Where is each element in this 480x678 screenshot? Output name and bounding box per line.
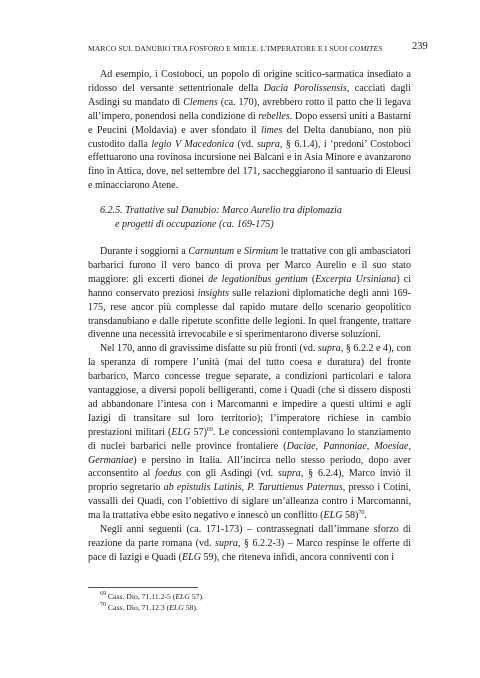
running-head-italic: COMITES <box>349 44 383 53</box>
paragraph-carnuntum <box>88 245 411 342</box>
text-run: (ca. 170), avrebbero rotto il patto che li legava all’impero, ponendosi nella condizione di <box>88 96 411 122</box>
text-run: le trattative con gli ambasciatori barbarici furono il vero banco di prova per Marco Aurelio e il suo stato maggiore: gli excerti dionei <box>88 245 411 285</box>
italic-run: supra <box>317 343 341 355</box>
italic-run: foedus <box>155 468 182 480</box>
text-run: 58) <box>342 510 359 522</box>
body-text <box>88 68 411 565</box>
text-run: , § 6.2.4), Marco inviò il proprio segretario <box>88 468 411 494</box>
text-run: Negli anni seguenti (ca. 171-173) – contrassegnati dall’immane sforzo di reazione da parte romana (vd. <box>88 524 411 549</box>
text-run: . <box>364 510 367 522</box>
italic-run: ELG <box>171 426 191 438</box>
italic-run: Carnuntum <box>188 245 235 257</box>
section-heading-line-1: 6.2.5. Trattative sul Danubio: Marco Aurelio tra diplomazia <box>100 205 342 217</box>
italic-run: Excerpta Ursiniana <box>315 273 397 285</box>
italic-run: ELG <box>175 592 190 601</box>
italic-run: Clemens <box>183 96 218 108</box>
italic-run: rebelles <box>258 110 290 122</box>
italic-run: Daciae <box>286 440 316 452</box>
text-run: Cass. Dio, 71.11.2-5 ( <box>106 592 176 601</box>
footnotes <box>88 591 411 613</box>
footnote-ref: 69 <box>100 591 106 597</box>
text-run: Cass. Dio, 71.12.3 ( <box>106 603 170 612</box>
text-run: . Dopo essersi uniti a Bastarni e Peucini (Moldavia) e aver sfondato il <box>88 110 411 136</box>
text-run: , presso i Cotini, vassalli dei Quadi, con l’obiettivo di siglare un’alleanza contro i Marcomanni, ma la trattativa ebbe esito negativo e innescò un conflitto ( <box>88 482 411 522</box>
italic-run: legio V Macedonica <box>151 138 235 150</box>
running-head <box>88 44 413 53</box>
italic-run: supra <box>256 138 280 150</box>
italic-run: insights <box>197 287 229 299</box>
section-heading <box>100 204 411 232</box>
text-run: , <box>241 482 248 494</box>
text-run: , <box>366 440 375 452</box>
text-run: 58). <box>183 603 198 612</box>
text-run: ( <box>307 273 316 285</box>
italic-run: P. Taruttienus Paternus <box>247 482 343 494</box>
text-run: , <box>315 440 324 452</box>
paragraph-years-171-173 <box>88 523 411 565</box>
text-run: 57). <box>189 592 204 601</box>
italic-run: Dacia Porolissensis <box>263 82 347 94</box>
text-run: sulle relazioni diplomatiche degli anni 169-175, rese ancor più complesse dal rapido mutare dello scenario geopolitico transdanubiano e dalle ripetute sconfitte delle legioni. In quel frangente, trattare divenne una necessità irrevocabile e si sperimentarono diverse soluzioni. <box>88 287 411 341</box>
italic-run: ELG <box>323 510 343 522</box>
italic-run: Sirmium <box>244 245 279 257</box>
page-number: 239 <box>412 41 428 52</box>
section-heading-line-2: e progetti di occupazione (ca. 169-175) <box>115 219 274 231</box>
text-run: del Delta danubiano, non più custodito dalla <box>88 124 411 150</box>
italic-run: supra <box>277 468 301 480</box>
italic-run: ELG <box>182 551 201 563</box>
text-run: con gli Asdingi (vd. <box>181 468 278 480</box>
paragraph-year-170 <box>88 342 411 523</box>
italic-run: Germaniae <box>88 454 134 466</box>
footnote-ref: 70 <box>100 602 106 608</box>
text-run: . Le concessioni contemplavano lo stanziamento di nuclei barbarici nelle province frontaliere ( <box>88 426 411 452</box>
text-run: , <box>408 440 411 452</box>
paragraph-costoboci <box>88 68 411 193</box>
text-run: ) ci hanno conservato preziosi <box>88 273 412 299</box>
text-run: , § 6.2.2-3) – Marco respinse le offerte di pace di Iazigi e Quadi ( <box>88 538 411 563</box>
text-run: ) e persino in Italia. All’incirca nello stesso periodo, dopo aver acconsentito al <box>88 454 411 480</box>
italic-run: supra <box>215 538 238 549</box>
text-run: , § 6.2.2 e 4), con la speranza di rompere l’unità (mai del tutto coesa e duratura) del fronte barbarico, Marco concesse tregue separate, a condizioni particolari e talora vantaggiose, a diversi popoli belligeranti, come i Quadi (che si dissero disposti ad abbandonare l’intesa con i Marcomanni e impedire a questi ultimi e agli Iazigi di transitare sul loro territorio); l’imperatore richiese in cambio prestazioni militari ( <box>88 343 411 438</box>
footnote-69 <box>88 591 411 602</box>
text-run: , § 6.1.4), i ‘predoni’ Costoboci effettuarono una rovinosa incursione nei Balcani e in Asia Minore e avanzarono fino in Attica, dove, nel settembre del 171, saccheggiarono il santuario di Eleusi e minacciarono Atene. <box>88 138 411 192</box>
footnote-rule <box>88 587 198 588</box>
text-run: Ad esempio, i Costoboci, un popolo di origine scitico-sarmatica insediato a ridosso del versante settentrionale della <box>88 69 411 94</box>
text-run: 59), che riteneva infidi, ancora conniventi con i <box>201 551 395 563</box>
italic-run: limes <box>261 124 283 136</box>
footnote-ref: 70 <box>358 510 365 517</box>
italic-run: Pannoniae <box>323 440 367 452</box>
text-run: Nel 170, anno di gravissime disfatte su più fronti (vd. <box>100 343 318 355</box>
italic-run: ab epistulis Latinis <box>163 482 242 494</box>
italic-run: ELG <box>169 603 184 612</box>
running-head-roman: MARCO SUL DANUBIO TRA FOSFORO E MIELE. L’IMPERATORE E I SUOI <box>88 44 350 53</box>
text-run: (vd. <box>234 138 257 150</box>
text-run: 57) <box>190 426 207 438</box>
text-run: e <box>234 245 245 257</box>
footnote-ref: 69 <box>206 426 213 433</box>
text-run: Durante i soggiorni a <box>100 245 189 257</box>
italic-run: Moesiae <box>374 440 409 452</box>
text-run: , cacciati dagli Asdingi su mandato di <box>88 82 411 108</box>
italic-run: de legationibus gentium <box>208 273 308 285</box>
footnote-70 <box>88 602 411 613</box>
